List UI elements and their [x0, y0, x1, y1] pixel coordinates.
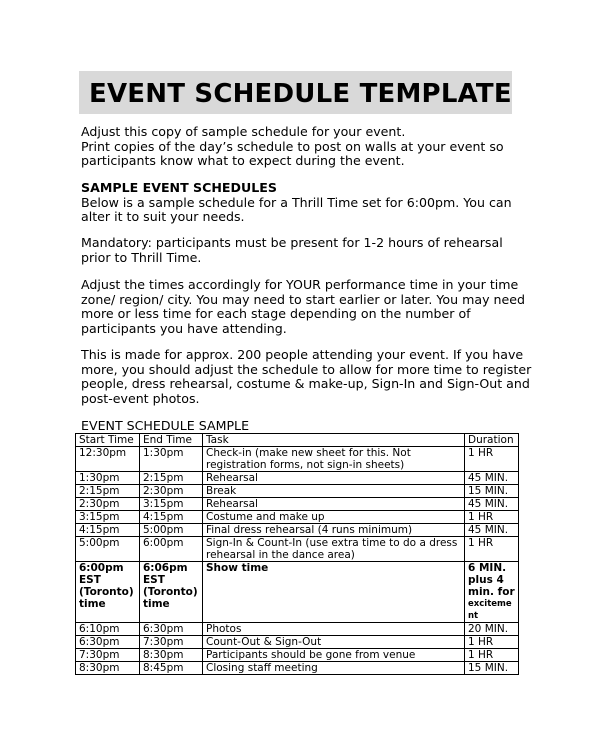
end-time-cell-line: 7:30pm — [143, 636, 184, 648]
duration-cell — [465, 649, 519, 662]
approx-line: people, dress rehearsal, costume & make-up, Sign-In and Sign-Out and — [81, 376, 530, 391]
duration-cell-line: 6 MIN. — [468, 562, 507, 574]
title-banner — [79, 71, 512, 114]
start-time-cell — [76, 662, 140, 675]
start-time-cell-line: 12:30pm — [79, 447, 127, 459]
duration-cell-line: 1 HR — [468, 447, 494, 459]
intro-paragraph — [81, 125, 504, 169]
duration-cell — [465, 472, 519, 485]
task-cell — [203, 472, 465, 485]
start-time-cell — [76, 511, 140, 524]
task-cell-line: Break — [206, 485, 237, 497]
task-cell-line: registration forms, not sign-in sheets) — [206, 459, 405, 471]
table-header-row — [76, 434, 519, 447]
start-time-cell-line: EST — [79, 574, 101, 586]
start-time-cell-line: 8:30pm — [79, 662, 120, 674]
table-row — [76, 447, 519, 472]
task-cell-line: Closing staff meeting — [206, 662, 318, 674]
end-time-cell-line: 5:00pm — [143, 524, 184, 536]
duration-cell-line: 15 MIN. — [468, 485, 509, 497]
mandatory-paragraph — [81, 236, 503, 265]
end-time-cell — [140, 662, 203, 675]
duration-cell-line: nt — [468, 611, 479, 621]
task-cell — [203, 662, 465, 675]
start-time-cell — [76, 623, 140, 636]
end-time-cell-line: 8:45pm — [143, 662, 184, 674]
start-time-cell-line: 6:00pm — [79, 562, 124, 574]
schedule-body — [76, 447, 519, 675]
end-time-cell-line: (Toronto) — [143, 586, 198, 598]
end-time-cell — [140, 623, 203, 636]
task-cell — [203, 498, 465, 511]
end-time-cell — [140, 472, 203, 485]
task-cell — [203, 636, 465, 649]
end-time-cell — [140, 524, 203, 537]
end-time-cell — [140, 636, 203, 649]
approx-line: more, you should adjust the schedule to allow for more time to register — [81, 361, 532, 377]
start-time-cell-line: 6:10pm — [79, 623, 120, 635]
start-time-cell — [76, 649, 140, 662]
page-title: EVENT SCHEDULE TEMPLATE — [89, 79, 512, 109]
task-cell — [203, 649, 465, 662]
start-time-cell — [76, 447, 140, 472]
header-start-time: Start Time — [76, 434, 140, 447]
duration-cell — [465, 524, 519, 537]
table-row — [76, 511, 519, 524]
start-time-cell — [76, 562, 140, 623]
end-time-cell-line: EST — [143, 574, 165, 586]
task-cell — [203, 524, 465, 537]
table-row — [76, 636, 519, 649]
intro-line: participants know what to expect during the event. — [81, 153, 405, 168]
schedule-title: EVENT SCHEDULE SAMPLE — [81, 418, 250, 433]
start-time-cell-line: 2:30pm — [79, 498, 120, 510]
end-time-cell — [140, 537, 203, 562]
adjust-line: more or less time for each stage depending on the number of — [81, 306, 471, 321]
end-time-cell-line: 3:15pm — [143, 498, 184, 510]
task-cell-line: Participants should be gone from venue — [206, 649, 416, 661]
duration-cell — [465, 447, 519, 472]
header-task: Task — [203, 434, 465, 447]
end-time-cell-line: 1:30pm — [143, 447, 184, 459]
end-time-cell — [140, 562, 203, 623]
start-time-cell — [76, 636, 140, 649]
duration-cell — [465, 623, 519, 636]
table-row — [76, 472, 519, 485]
mandatory-line: prior to Thrill Time. — [81, 249, 202, 265]
header-end-time: End Time — [140, 434, 203, 447]
duration-cell-line: 1 HR — [468, 511, 494, 523]
table-row — [76, 662, 519, 675]
task-cell-line: Sign-In & Count-In (use extra time to do a dress — [206, 537, 458, 549]
schedule-table — [75, 433, 519, 675]
start-time-cell-line: 3:15pm — [79, 511, 120, 523]
task-cell-line: Show time — [206, 562, 269, 574]
header-duration: Duration — [465, 434, 519, 447]
table-row — [76, 623, 519, 636]
duration-cell-line: 1 HR — [468, 537, 494, 549]
start-time-cell — [76, 485, 140, 498]
adjust-line: zone/ region/ city. You may need to start earlier or later. You may need — [81, 291, 526, 307]
start-time-cell-line: 7:30pm — [79, 649, 120, 661]
intro-line: Print copies of the day’s schedule to post on walls at your event so — [81, 138, 504, 154]
intro-line: Adjust this copy of sample schedule for your event. — [81, 124, 406, 139]
end-time-cell — [140, 498, 203, 511]
duration-cell-line: min. for — [468, 586, 515, 598]
sample-section — [81, 181, 512, 225]
task-cell — [203, 485, 465, 498]
duration-cell-line: 15 MIN. — [468, 662, 509, 674]
duration-cell-line: 45 MIN. — [468, 524, 509, 536]
table-row — [76, 649, 519, 662]
task-cell — [203, 537, 465, 562]
approx-line: This is made for approx. 200 people attending your event. If you have — [81, 347, 524, 362]
start-time-cell-line: 4:15pm — [79, 524, 120, 536]
duration-cell — [465, 498, 519, 511]
start-time-cell — [76, 472, 140, 485]
start-time-cell-line: 6:30pm — [79, 636, 120, 648]
start-time-cell-line: (Toronto) — [79, 586, 134, 598]
end-time-cell — [140, 649, 203, 662]
duration-cell — [465, 485, 519, 498]
end-time-cell-line: 6:06pm — [143, 562, 188, 574]
task-cell-line: Count-Out & Sign-Out — [206, 636, 322, 648]
task-cell-line: Rehearsal — [206, 472, 258, 484]
task-cell-line: Photos — [206, 623, 242, 635]
duration-cell — [465, 636, 519, 649]
duration-cell-line: 45 MIN. — [468, 472, 509, 484]
approx-line: post-event photos. — [81, 390, 200, 406]
sample-line: alter it to suit your needs. — [81, 209, 245, 224]
adjust-line: participants you have attending. — [81, 320, 287, 336]
start-time-cell — [76, 524, 140, 537]
duration-cell-line: 1 HR — [468, 636, 494, 648]
task-cell-line: Final dress rehearsal (4 runs minimum) — [206, 524, 413, 536]
end-time-cell-line: 4:15pm — [143, 511, 184, 523]
end-time-cell-line: 6:00pm — [143, 537, 184, 549]
table-row — [76, 537, 519, 562]
end-time-cell — [140, 485, 203, 498]
end-time-cell-line: 2:30pm — [143, 485, 184, 497]
duration-cell — [465, 537, 519, 562]
duration-cell — [465, 562, 519, 623]
task-cell-line: Rehearsal — [206, 498, 258, 510]
end-time-cell-line: 6:30pm — [143, 623, 184, 635]
duration-cell-line: plus 4 — [468, 574, 504, 586]
task-cell — [203, 562, 465, 623]
task-cell-line: Check-in (make new sheet for this. Not — [206, 447, 411, 459]
end-time-cell — [140, 447, 203, 472]
end-time-cell-line: time — [143, 598, 170, 610]
end-time-cell-line: 2:15pm — [143, 472, 184, 484]
sample-line: Below is a sample schedule for a Thrill Time set for 6:00pm. You can — [81, 194, 512, 210]
start-time-cell-line: 5:00pm — [79, 537, 120, 549]
task-cell — [203, 511, 465, 524]
duration-cell-line: exciteme — [468, 599, 512, 609]
approx-paragraph — [81, 348, 531, 406]
sample-heading: SAMPLE EVENT SCHEDULES — [81, 180, 277, 195]
mandatory-line: Mandatory: participants must be present for 1-2 hours of rehearsal — [81, 235, 503, 250]
adjust-paragraph — [81, 278, 525, 336]
start-time-cell — [76, 537, 140, 562]
start-time-cell-line: 2:15pm — [79, 485, 120, 497]
duration-cell — [465, 662, 519, 675]
task-cell — [203, 623, 465, 636]
task-cell-line: rehearsal in the dance area) — [206, 549, 355, 561]
task-cell — [203, 447, 465, 472]
table-row — [76, 498, 519, 511]
duration-cell-line: 20 MIN. — [468, 623, 509, 635]
table-row — [76, 524, 519, 537]
adjust-line: Adjust the times accordingly for YOUR performance time in your time — [81, 277, 519, 292]
task-cell-line: Costume and make up — [206, 511, 325, 523]
start-time-cell-line: 1:30pm — [79, 472, 120, 484]
duration-cell — [465, 511, 519, 524]
end-time-cell — [140, 511, 203, 524]
table-row — [76, 485, 519, 498]
duration-cell-line: 45 MIN. — [468, 498, 509, 510]
table-row — [76, 562, 519, 623]
duration-cell-line: 1 HR — [468, 649, 494, 661]
start-time-cell-line: time — [79, 598, 106, 610]
start-time-cell — [76, 498, 140, 511]
end-time-cell-line: 8:30pm — [143, 649, 184, 661]
